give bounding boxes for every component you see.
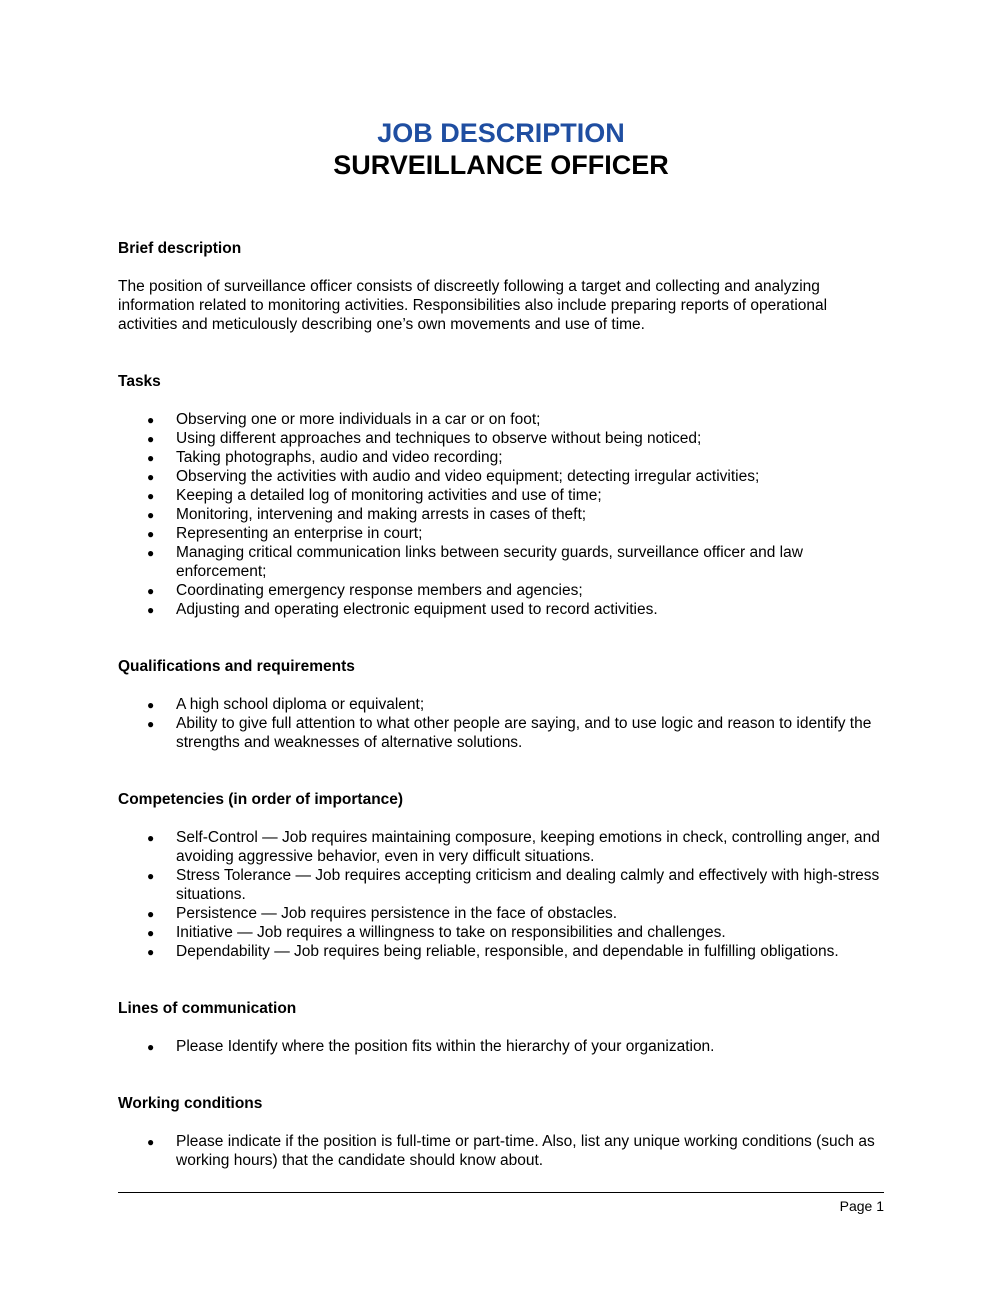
list-item: ● Self-Control — Job requires maintaining composure, keeping emotions in check, controlling anger, and avoiding aggressive behavior, even in very difficult situations. [147, 829, 880, 865]
list-item: ● Coordinating emergency response members and agencies; [118, 581, 884, 600]
bullet-icon: ● [147, 831, 155, 845]
list-item: ● Initiative — Job requires a willingness to take on responsibilities and challenges. [118, 923, 884, 942]
list-item: ● A high school diploma or equivalent; [118, 695, 884, 714]
bullet-icon: ● [147, 546, 155, 560]
qualifications-section [118, 657, 884, 752]
bullet-icon: ● [147, 717, 155, 731]
communication-list [118, 1037, 884, 1056]
bullet-icon: ● [147, 1135, 155, 1149]
list-item: ● Using different approaches and techniques to observe without being noticed; [118, 429, 884, 448]
section-heading: Competencies (in order of importance) [118, 791, 404, 808]
footer-divider [118, 1192, 884, 1193]
list-item: ● Ability to give full attention to what other people are saying, and to use logic and reason to identify the strengths and weaknesses of alternative solutions. [147, 715, 872, 751]
list-item: ● Representing an enterprise in court; [118, 524, 884, 543]
job-title: SURVEILLANCE OFFICER [333, 150, 669, 180]
list-item: ● Stress Tolerance — Job requires accepting criticism and dealing calmly and effectively with high-stress situations. [147, 867, 880, 903]
list-item: ● Taking photographs, audio and video recording; [118, 448, 884, 467]
bullet-icon: ● [147, 945, 155, 959]
competencies-section [118, 790, 884, 961]
section-heading: Qualifications and requirements [118, 658, 355, 675]
section-heading: Tasks [118, 373, 161, 390]
list-item: ● Observing one or more individuals in a car or on foot; [118, 410, 884, 429]
section-heading: Brief description [118, 240, 242, 257]
bullet-icon: ● [147, 1040, 155, 1054]
bullet-icon: ● [147, 470, 155, 484]
bullet-icon: ● [147, 413, 155, 427]
document-title: JOB DESCRIPTION [377, 118, 625, 148]
brief-text: The position of surveillance officer consists of discreetly following a target and collecting and analyzing information related to monitoring activities. Responsibilities also include preparing reports of operational activities and meticulously describing one’s own movements and use of time. [118, 278, 828, 333]
title-block [118, 117, 884, 181]
working-section [118, 1094, 884, 1170]
bullet-icon: ● [147, 603, 155, 617]
list-item: ● Keeping a detailed log of monitoring activities and use of time; [118, 486, 884, 505]
list-item: ● Managing critical communication links between security guards, surveillance officer and law enforcement; [147, 544, 803, 580]
bullet-icon: ● [147, 432, 155, 446]
section-heading: Lines of communication [118, 1000, 297, 1017]
working-list [118, 1132, 884, 1170]
bullet-icon: ● [147, 451, 155, 465]
brief-section [118, 239, 884, 334]
list-item: ● Dependability — Job requires being reliable, responsible, and dependable in fulfilling obligations. [118, 942, 884, 961]
bullet-icon: ● [147, 527, 155, 541]
list-item: ● Please Identify where the position fits within the hierarchy of your organization. [118, 1037, 884, 1056]
section-heading: Working conditions [118, 1095, 263, 1112]
bullet-icon: ● [147, 869, 155, 883]
list-item: ● Monitoring, intervening and making arrests in cases of theft; [118, 505, 884, 524]
bullet-icon: ● [147, 489, 155, 503]
tasks-list [118, 410, 884, 619]
bullet-icon: ● [147, 508, 155, 522]
competencies-list [118, 828, 884, 961]
list-item: ● Adjusting and operating electronic equipment used to record activities. [118, 600, 884, 619]
page-number: Page 1 [839, 1198, 884, 1214]
list-item: ● Please indicate if the position is full-time or part-time. Also, list any unique working conditions (such as working hours) that the candidate should know about. [147, 1133, 875, 1169]
list-item: ● Observing the activities with audio and video equipment; detecting irregular activities; [118, 467, 884, 486]
list-item: ● Persistence — Job requires persistence in the face of obstacles. [118, 904, 884, 923]
bullet-icon: ● [147, 698, 155, 712]
communication-section [118, 999, 884, 1056]
document-page [118, 0, 884, 1290]
tasks-section [118, 372, 884, 619]
bullet-icon: ● [147, 584, 155, 598]
qualifications-list [118, 695, 884, 752]
bullet-icon: ● [147, 926, 155, 940]
bullet-icon: ● [147, 907, 155, 921]
